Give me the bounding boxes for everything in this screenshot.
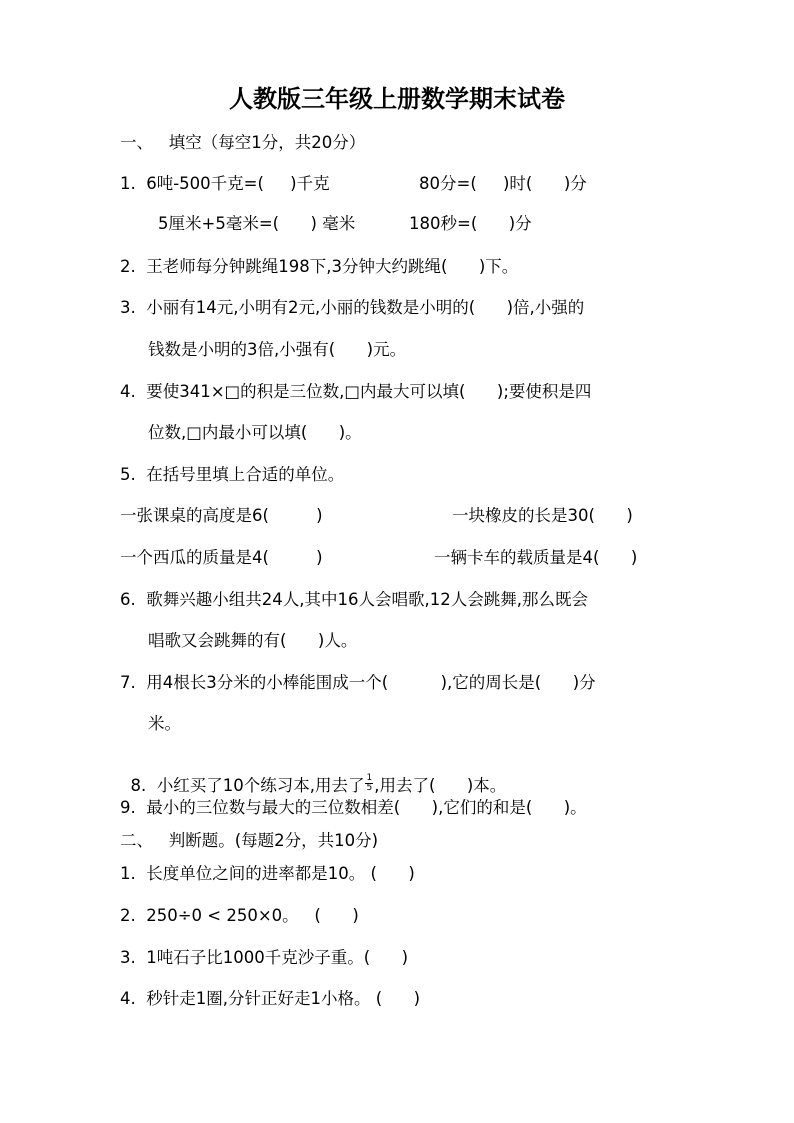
question-1d: 180秒=( )分 bbox=[409, 214, 532, 233]
question-1b: 80分=( )时( )分 bbox=[419, 174, 587, 193]
fraction bbox=[365, 774, 373, 793]
fraction-denominator: 5 bbox=[366, 783, 373, 793]
question-8-text-after: ,用去了( )本。 bbox=[374, 776, 507, 795]
question-8-text-before: 8. 小红买了10个练习本,用去了 bbox=[130, 776, 365, 795]
question-2: 2. 王老师每分钟跳绳198下,3分钟大约跳绳( )下。 bbox=[120, 257, 519, 276]
question-5b: 一块橡皮的长是30( ) bbox=[452, 506, 633, 525]
question-5: 5. 在括号里填上合适的单位。 bbox=[120, 465, 345, 484]
judgement-2: 2. 250÷0 < 250×0。 ( ) bbox=[120, 906, 359, 925]
question-5d: 一辆卡车的载质量是4( ) bbox=[434, 548, 638, 567]
question-1c: 5厘米+5毫米=( ) 毫米 bbox=[158, 214, 356, 233]
question-5c: 一个西瓜的质量是4( ) bbox=[120, 548, 323, 567]
question-6-line1: 6. 歌舞兴趣小组共24人,其中16人会唱歌,12人会跳舞,那么既会 bbox=[120, 590, 588, 609]
question-7-line2: 米。 bbox=[148, 714, 181, 733]
question-4-line1: 4. 要使341×□的积是三位数,□内最大可以填( );要使积是四 bbox=[120, 382, 592, 401]
question-4-line2: 位数,□内最小可以填( )。 bbox=[148, 423, 362, 442]
question-8 bbox=[120, 756, 506, 796]
question-3-line1: 3. 小丽有14元,小明有2元,小丽的钱数是小明的( )倍,小强的 bbox=[120, 298, 585, 317]
question-1a: 1. 6吨-500千克=( )千克 bbox=[120, 174, 330, 193]
judgement-3: 3. 1吨石子比1000千克沙子重。( ) bbox=[120, 948, 409, 967]
page-title: 人教版三年级上册数学期末试卷 bbox=[229, 85, 565, 113]
question-6-line2: 唱歌又会跳舞的有( )人。 bbox=[148, 631, 358, 650]
judgement-1: 1. 长度单位之间的进率都是10。 ( ) bbox=[120, 864, 415, 883]
fraction-numerator: 1 bbox=[366, 773, 373, 783]
judgement-4: 4. 秒针走1圈,分针正好走1小格。 ( ) bbox=[120, 989, 421, 1008]
question-5a: 一张课桌的高度是6( ) bbox=[120, 506, 323, 525]
question-3-line2: 钱数是小明的3倍,小强有( )元。 bbox=[148, 340, 407, 359]
question-9: 9. 最小的三位数与最大的三位数相差( ),它们的和是( )。 bbox=[120, 798, 587, 817]
question-7-line1: 7. 用4根长3分米的小棒能围成一个( ),它的周长是( )分 bbox=[120, 673, 596, 692]
section1-heading: 一、 填空（每空1分，共20分） bbox=[120, 133, 366, 152]
section2-heading: 二、 判断题。(每题2分，共10分) bbox=[120, 831, 379, 850]
